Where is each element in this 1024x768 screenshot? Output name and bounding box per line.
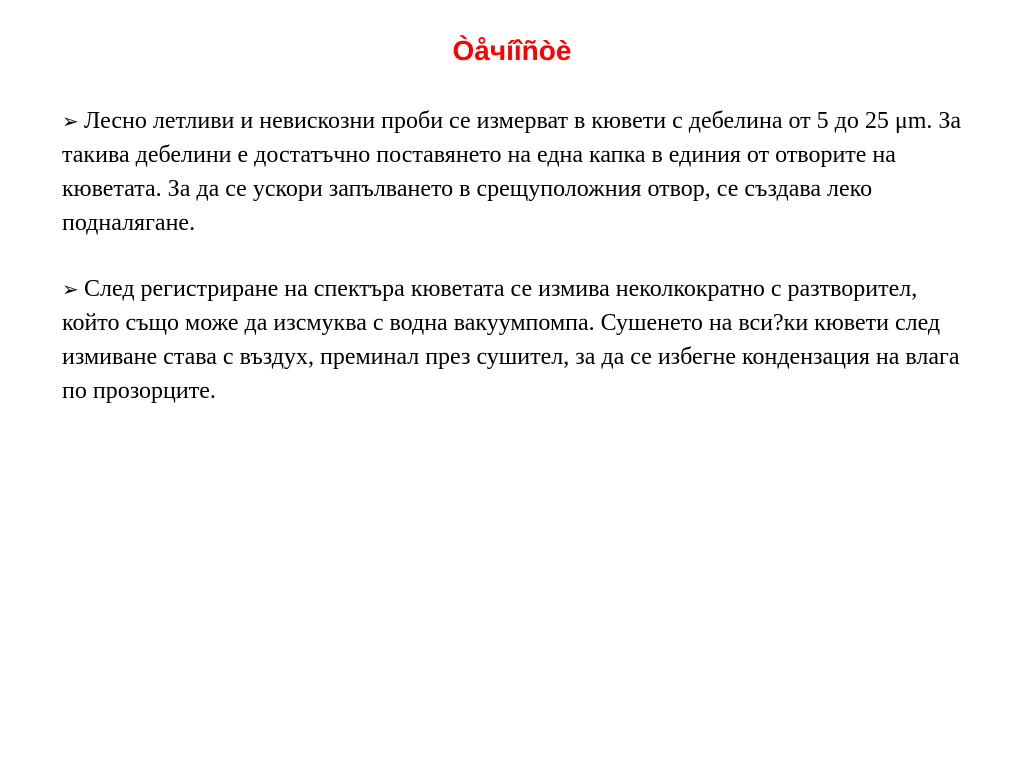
arrowhead-bullet-icon: ➢ — [62, 109, 79, 133]
slide-body — [62, 104, 974, 440]
bullet-text: Лесно летливи и невискозни проби се измерват в кювети с дебелина от 5 до 25 μm. За такива дебелини е достатъчно поставянето на една капка в единия от отворите на кюветата. За да се ускори запълването в срещуположния отвор, се създава леко подналягане. — [62, 108, 962, 236]
bullet-paragraph — [62, 104, 974, 240]
bullet-text: След регистриране на спектъра кюветата се измива неколкократно с разтворител, който също може да изсмуква с водна вакуумпомпа. Сушенето на вси?ки кювети след измиване става с въздух, преминал през сушител, за да се избегне кондензация на влага по прозорците. — [62, 276, 960, 404]
bullet-paragraph — [62, 272, 974, 408]
slide-title: Òåчíîñòè — [452, 35, 572, 66]
arrowhead-bullet-icon: ➢ — [62, 277, 79, 301]
